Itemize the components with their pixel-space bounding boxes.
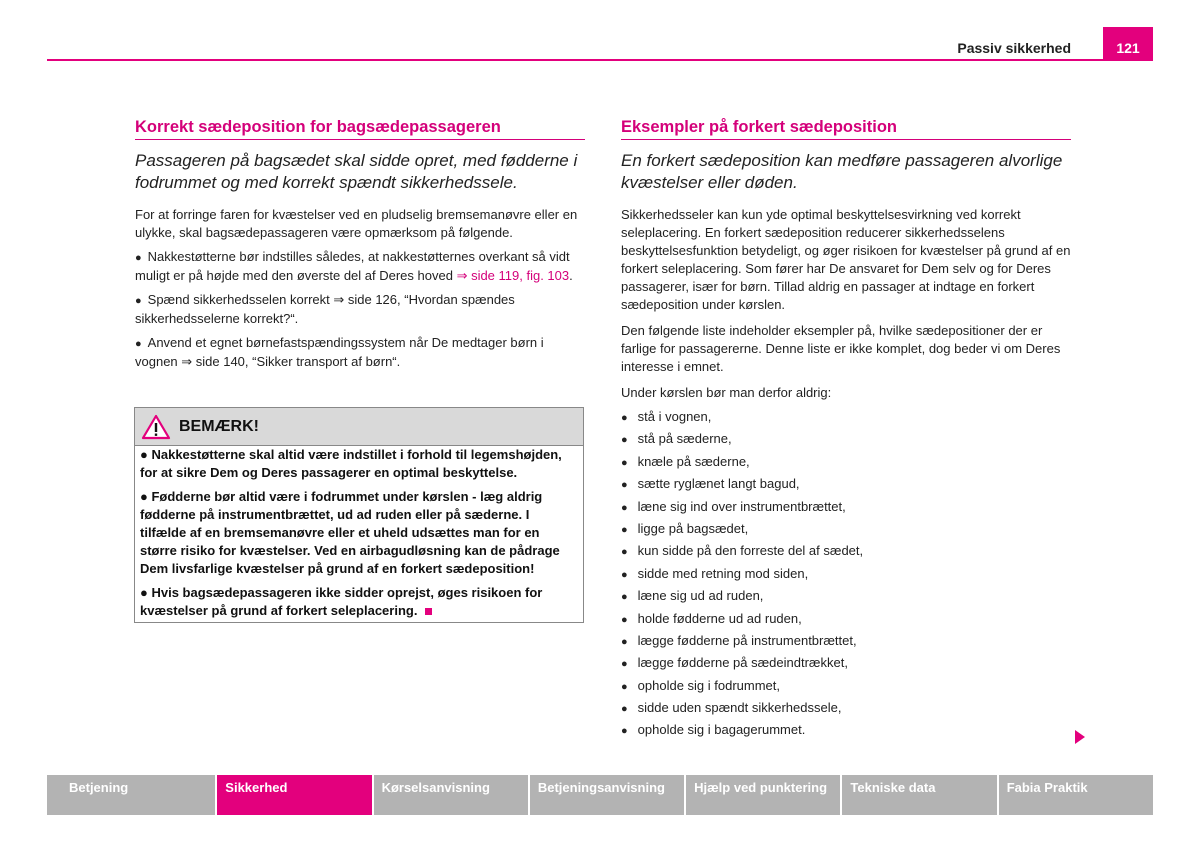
list-item-text: læne sig ind over instrumentbrættet, xyxy=(637,498,846,514)
bullet-icon: ● xyxy=(621,703,628,716)
bullet-icon: ● xyxy=(621,501,628,514)
warning-note-item xyxy=(140,584,578,620)
list-item xyxy=(621,408,1071,430)
warning-note-item xyxy=(140,488,578,578)
page-reference-link[interactable]: ⇒ side 119, fig. 103 xyxy=(456,268,570,283)
warning-note-item-text: Fødderne bør altid være i fodrummet under kørslen - læg aldrig fødderne på instrumentbrættet, ud ad ruden eller på sæderne. I tilfælde af en bremsemanøvre eller et uheld udsættes man for en større risiko for kvæstelser. Ved en airbagudløsning kan de pådrage Dem livsfarlige kvæstelser på grund af en forkert sædeposition! xyxy=(140,489,560,576)
chapter-tab-bar xyxy=(47,775,1153,815)
list-item xyxy=(621,699,1071,721)
warning-note-header xyxy=(135,408,583,446)
list-item-text: knæle på sæderne, xyxy=(637,453,750,469)
bullet-icon: ● xyxy=(135,295,142,307)
bullet-icon: ● xyxy=(140,585,152,600)
tab-fabia-praktik[interactable]: Fabia Praktik xyxy=(999,775,1153,815)
bullet-icon: ● xyxy=(621,725,628,738)
list-item xyxy=(621,520,1071,542)
right-lead: En forkert sædeposition kan medføre passageren alvorlige kvæstelser eller døden. xyxy=(621,151,1063,192)
bullet-icon: ● xyxy=(621,658,628,671)
warning-note-item-text: Hvis bagsædepassageren ikke sidder oprejst, øges risikoen for kvæstelser på grund af forkert seleplacering. xyxy=(140,585,543,618)
warning-triangle-icon xyxy=(141,414,171,440)
tab-kørselsanvisning[interactable]: Kørselsanvisning xyxy=(374,775,528,815)
list-item xyxy=(621,632,1071,654)
bullet-icon: ● xyxy=(621,568,628,581)
list-item-text: ligge på bagsædet, xyxy=(637,520,749,536)
tab-hjælp-ved-punktering[interactable]: Hjælp ved punktering xyxy=(686,775,840,815)
left-lead: Passageren på bagsædet skal sidde opret, med fødderne i fodrummet og med korrekt spændt sikkerhedssele. xyxy=(135,151,578,192)
list-item xyxy=(621,430,1071,452)
page-number-badge: 121 xyxy=(1103,27,1153,61)
list-item-text: kun sidde på den forreste del af sædet, xyxy=(637,543,864,559)
page-header-title: Passiv sikkerhed xyxy=(957,40,1071,56)
bullet-icon: ● xyxy=(140,447,152,462)
right-paragraph-3: Under kørslen bør man derfor aldrig: xyxy=(621,385,832,400)
left-heading: Korrekt sædeposition for bagsædepassageren xyxy=(135,118,585,140)
warning-note-item-text: Nakkestøtterne skal altid være indstillet i forhold til legemshøjden, for at sikre Dem og Deres passagerer en optimal beskyttelse. xyxy=(140,447,562,480)
bullet-icon: ● xyxy=(621,546,628,559)
list-item xyxy=(621,453,1071,475)
tab-tekniske-data[interactable]: Tekniske data xyxy=(842,775,996,815)
left-column xyxy=(135,118,585,371)
list-item-text: stå i vognen, xyxy=(637,409,712,424)
list-item-text: opholde sig i fodrummet, xyxy=(637,677,781,693)
list-item xyxy=(621,587,1071,609)
next-page-arrow-icon[interactable] xyxy=(1075,730,1085,744)
bullet-icon: ● xyxy=(621,635,628,648)
list-item xyxy=(621,677,1071,699)
bullet-icon: ● xyxy=(135,252,142,264)
list-item xyxy=(621,721,1071,743)
list-item-text: stå på sæderne, xyxy=(637,431,732,447)
left-bullet xyxy=(135,248,585,285)
list-item-text: læne sig ud ad ruden, xyxy=(637,588,764,604)
list-item xyxy=(621,565,1071,587)
tab-betjeningsanvisning[interactable]: Betjeningsanvisning xyxy=(530,775,684,815)
forbidden-positions-list xyxy=(621,408,1071,744)
warning-note-item xyxy=(140,446,578,482)
list-item xyxy=(621,498,1071,520)
list-item-text: sætte ryglænet langt bagud, xyxy=(637,476,800,492)
right-column xyxy=(621,118,1071,744)
bullet-icon: ● xyxy=(621,591,628,604)
bullet-icon: ● xyxy=(621,479,628,492)
list-item xyxy=(621,542,1071,564)
header-rule xyxy=(47,59,1153,61)
list-item-text: sidde med retning mod siden, xyxy=(637,565,809,581)
left-bullet-text: Spænd sikkerhedsselen korrekt ⇒ side 126, “Hvordan spændes sikkerhedsselerne korrekt?“. xyxy=(135,292,515,326)
warning-note-box xyxy=(134,407,584,623)
bullet-icon: ● xyxy=(621,680,628,693)
right-paragraph-2: Den følgende liste indeholder eksempler på, hvilke sædepositioner der er farlige for passagererne. Denne liste er ikke komplet, dog beder vi om Deres interesse i emnet. xyxy=(621,323,1061,374)
warning-note-body xyxy=(135,446,583,622)
warning-note-title: BEMÆRK! xyxy=(179,417,259,435)
bullet-icon: ● xyxy=(135,338,142,350)
list-item xyxy=(621,475,1071,497)
list-item xyxy=(621,610,1071,632)
right-paragraph-1: Sikkerhedsseler kan kun yde optimal beskyttelsesvirkning ved korrekt seleplacering. En forkert sædeposition reducerer sikkerhedsselens beskyttelsesfunktion betydeligt, og øger risikoen for kvæstelser på grund af en forkert seleplacering. Som fører har De ansvaret for Dem selv og for Deres passagerer, især for børn. Tillad aldrig en passager at indtage en forkert sædeposition under kørslen. xyxy=(621,207,1071,312)
list-item-text: lægge fødderne på sædeindtrækket, xyxy=(637,655,848,671)
tab-sikkerhed[interactable]: Sikkerhed xyxy=(217,775,371,815)
list-item-text: sidde uden spændt sikkerhedssele, xyxy=(637,700,842,716)
bullet-icon: ● xyxy=(621,434,628,447)
bullet-icon: ● xyxy=(621,456,628,469)
left-bullet-text: Anvend et egnet børnefastspændingssystem når De medtager børn i vognen ⇒ side 140, “Sikker transport af børn“. xyxy=(135,335,544,369)
section-end-icon xyxy=(425,608,432,615)
right-heading: Eksempler på forkert sædeposition xyxy=(621,118,1071,140)
bullet-icon: ● xyxy=(621,412,628,424)
left-bullet xyxy=(135,291,585,328)
bullet-icon: ● xyxy=(621,523,628,536)
list-item-text: lægge fødderne på instrumentbrættet, xyxy=(637,632,857,648)
list-item-text: opholde sig i bagagerummet. xyxy=(637,722,806,738)
list-item-text: holde fødderne ud ad ruden, xyxy=(637,610,802,626)
bullet-icon: ● xyxy=(621,613,628,626)
bullet-icon: ● xyxy=(140,489,152,504)
list-item xyxy=(621,654,1071,676)
left-bullet-text: Nakkestøtterne bør indstilles således, at nakkestøtternes overkant så vidt muligt er på højde med den øverste del af Deres hoved xyxy=(135,249,570,283)
tab-betjening[interactable]: Betjening xyxy=(47,775,215,815)
left-bullet-tail: . xyxy=(569,268,573,283)
left-bullet xyxy=(135,334,585,371)
left-intro: For at forringe faren for kvæstelser ved en pludselig bremsemanøvre eller en ulykke, skal bagsædepassageren være opmærksom på følgende. xyxy=(135,207,578,240)
